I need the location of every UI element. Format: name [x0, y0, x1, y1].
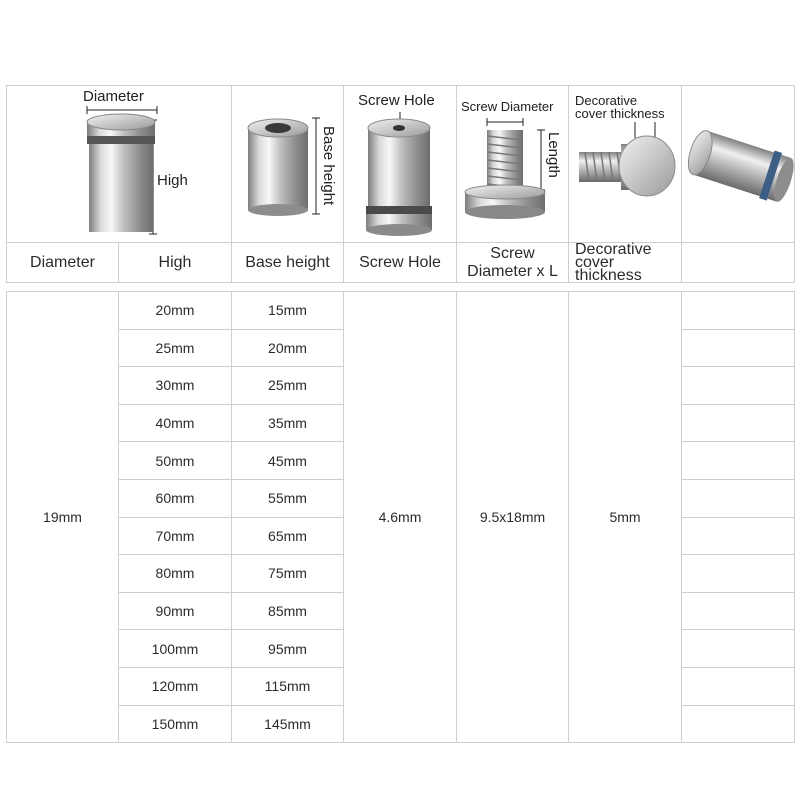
spec-table-container — [6, 85, 794, 747]
base-value: 115mm — [232, 667, 344, 705]
screw-hole-caption: Screw Hole — [358, 92, 435, 109]
screw-icon — [457, 86, 569, 242]
high-value: 25mm — [119, 329, 232, 367]
header-base-height: Base height — [232, 243, 344, 283]
high-value: 120mm — [119, 667, 232, 705]
high-value: 20mm — [119, 292, 232, 330]
base-height-caption: Base height — [320, 126, 337, 206]
empty-cell — [682, 517, 795, 555]
high-value: 100mm — [119, 630, 232, 668]
base-image — [232, 86, 344, 243]
empty-cell — [682, 479, 795, 517]
assembled-standoff-image — [682, 86, 795, 243]
standoff-diagram-icon — [7, 86, 232, 242]
header-screw-hole: Screw Hole — [344, 243, 457, 283]
base-value: 35mm — [232, 404, 344, 442]
base-value: 20mm — [232, 329, 344, 367]
assembled-standoff-icon — [682, 86, 795, 242]
header-screw-diameter: Screw Diameter x L — [457, 243, 569, 283]
screw-hole-value: 4.6mm — [344, 292, 457, 743]
screw-diameter-caption: Screw Diameter — [461, 99, 554, 114]
screw-image — [457, 86, 569, 243]
cover-image — [569, 86, 682, 243]
empty-cell — [682, 292, 795, 330]
empty-cell — [682, 667, 795, 705]
screw-size-value: 9.5x18mm — [457, 292, 569, 743]
cover-caption-line1: Decorative — [575, 93, 638, 108]
base-value: 95mm — [232, 630, 344, 668]
high-value: 30mm — [119, 367, 232, 405]
base-value: 65mm — [232, 517, 344, 555]
base-cylinder-icon — [232, 86, 344, 242]
header-high: High — [119, 243, 232, 283]
empty-cell — [682, 630, 795, 668]
empty-cell — [682, 555, 795, 593]
empty-cell — [682, 592, 795, 630]
screw-hole-cylinder-icon — [344, 86, 457, 242]
empty-cell — [682, 404, 795, 442]
cover-thickness-value: 5mm — [569, 292, 682, 743]
length-caption: Length — [545, 132, 562, 178]
high-value: 90mm — [119, 592, 232, 630]
empty-cell — [682, 329, 795, 367]
base-value: 15mm — [232, 292, 344, 330]
header-diameter: Diameter — [7, 243, 119, 283]
header-row — [7, 243, 795, 283]
empty-cell — [682, 705, 795, 743]
high-value: 40mm — [119, 404, 232, 442]
header-empty — [682, 243, 795, 283]
cover-caption-line2: cover thickness — [575, 106, 665, 121]
empty-cell — [682, 442, 795, 480]
high-caption: High — [157, 172, 188, 189]
high-value: 150mm — [119, 705, 232, 743]
header-cover-thickness — [569, 243, 682, 283]
screw-hole-image — [344, 86, 457, 243]
image-row — [7, 86, 795, 243]
diameter-caption: Diameter — [83, 88, 144, 105]
high-value: 80mm — [119, 555, 232, 593]
standoff-dimension-image — [7, 86, 232, 243]
base-value: 45mm — [232, 442, 344, 480]
base-value: 75mm — [232, 555, 344, 593]
diameter-value: 19mm — [7, 292, 119, 743]
spacer-row — [7, 283, 795, 292]
header-cover-line2: cover thickness — [575, 254, 642, 284]
spec-table — [6, 85, 795, 743]
high-value: 50mm — [119, 442, 232, 480]
empty-cell — [682, 367, 795, 405]
high-value: 70mm — [119, 517, 232, 555]
base-value: 55mm — [232, 479, 344, 517]
base-value: 145mm — [232, 705, 344, 743]
base-value: 25mm — [232, 367, 344, 405]
table-row — [7, 292, 795, 330]
decorative-cover-icon — [569, 86, 682, 242]
high-value: 60mm — [119, 479, 232, 517]
base-value: 85mm — [232, 592, 344, 630]
header-cover-line1: Decorative — [575, 241, 652, 258]
